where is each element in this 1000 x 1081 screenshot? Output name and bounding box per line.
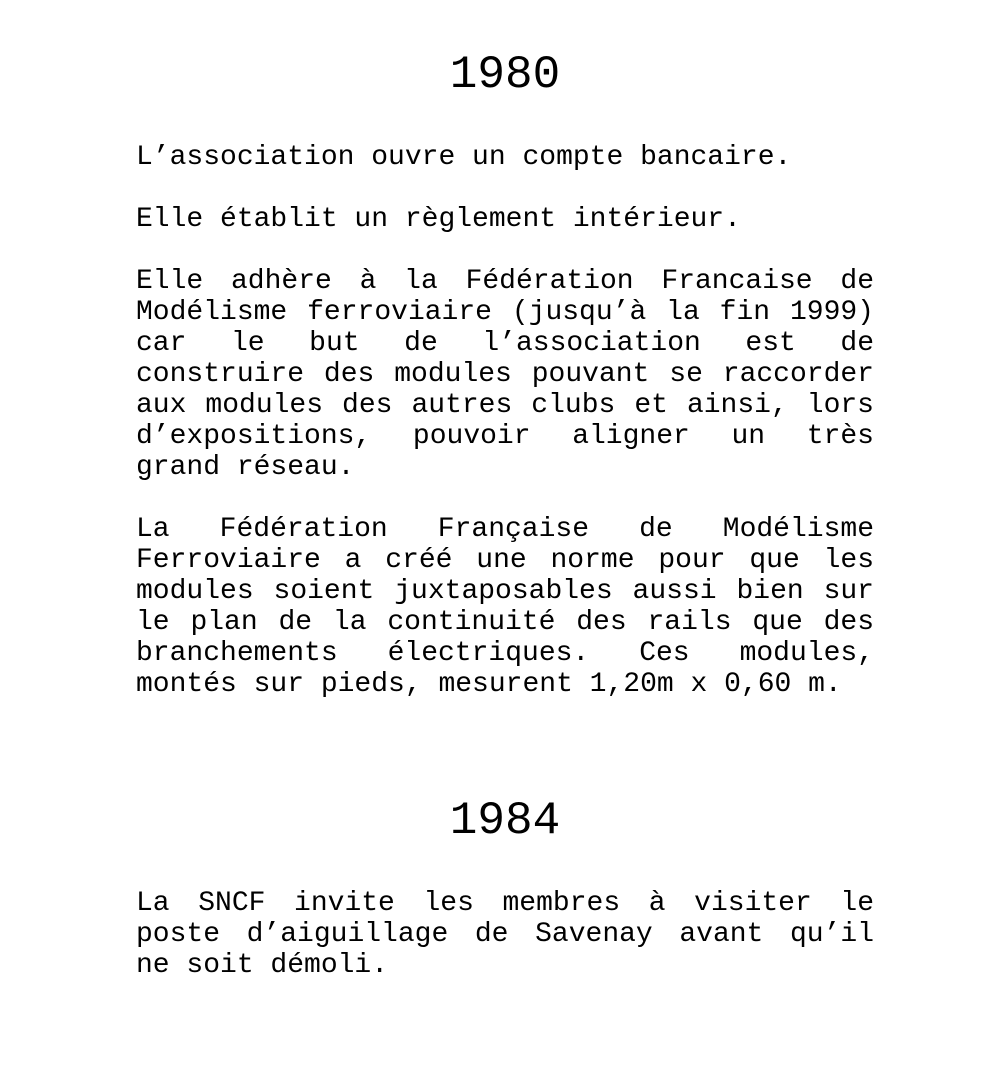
paragraph-internal-rules: Elle établit un règlement intérieur.: [136, 204, 741, 235]
paragraph-federation-membership: Elle adhère à la Fédération Francaise de Modélisme ferroviaire (jusqu’à la fin 1999) car le but de l’association est de construire des modules pouvant se raccorder aux modules des autres clubs et ainsi, lors d’expositions, pouvoir aligner un très grand réseau.: [136, 266, 874, 483]
paragraph-bank-account: L’association ouvre un compte bancaire.: [136, 142, 792, 173]
year-heading-1980: 1980: [449, 49, 561, 101]
paragraph-sncf-visit: La SNCF invite les membres à visiter le poste d’aiguillage de Savenay avant qu’il ne soit démoli.: [136, 888, 874, 981]
year-heading-1984: 1984: [449, 795, 561, 847]
paragraph-module-standard: La Fédération Française de Modélisme Ferroviaire a créé une norme pour que les modules soient juxtaposables aussi bien sur le plan de la continuité des rails que des branchements électriques. Ces modules, montés sur pieds, mesurent 1,20m x 0,60 m.: [136, 514, 874, 700]
